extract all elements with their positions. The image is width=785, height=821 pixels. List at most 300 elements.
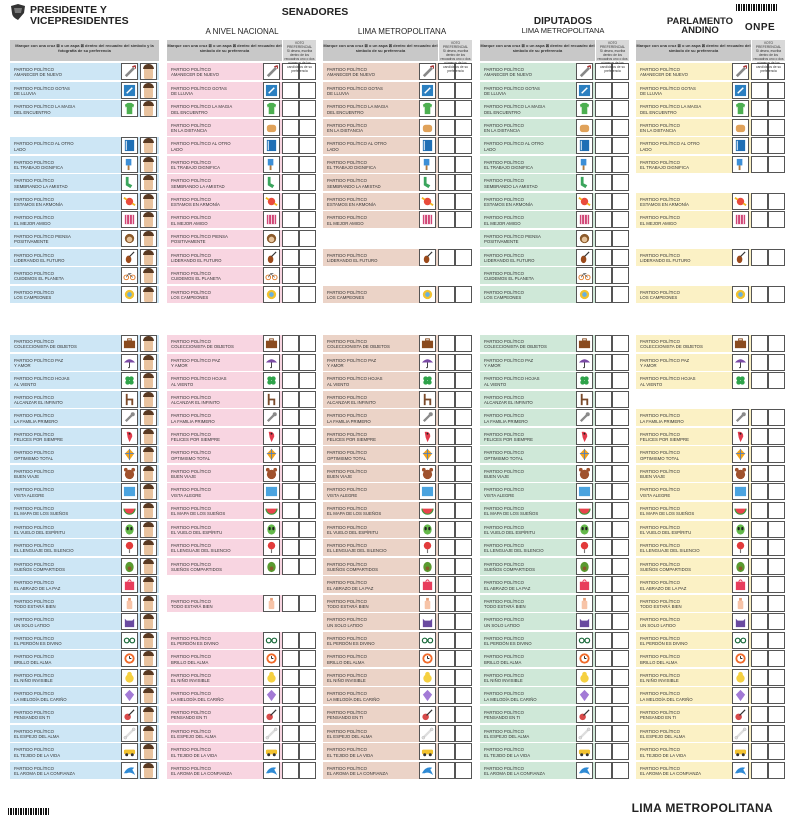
preferential-vote-box[interactable] — [282, 521, 299, 538]
preferential-vote-box[interactable] — [438, 521, 455, 538]
preferential-vote-box[interactable] — [751, 743, 768, 760]
preferential-vote-box[interactable] — [595, 632, 612, 649]
preferential-vote-box[interactable] — [299, 267, 316, 284]
preferential-vote-box[interactable] — [768, 650, 785, 667]
preferential-vote-box[interactable] — [768, 465, 785, 482]
preferential-vote-box[interactable] — [768, 632, 785, 649]
preferential-vote-box[interactable] — [768, 428, 785, 445]
party-symbol-box[interactable] — [121, 576, 138, 593]
preferential-vote-box[interactable] — [455, 558, 472, 575]
candidate-photo[interactable] — [140, 428, 157, 445]
preferential-vote-box[interactable] — [595, 409, 612, 426]
preferential-vote-box[interactable] — [438, 82, 455, 99]
preferential-vote-box[interactable] — [455, 249, 472, 266]
party-symbol-box[interactable] — [732, 539, 749, 556]
party-symbol-box[interactable] — [732, 286, 749, 303]
party-symbol-box[interactable] — [576, 193, 593, 210]
preferential-vote-box[interactable] — [595, 286, 612, 303]
preferential-vote-box[interactable] — [595, 119, 612, 136]
party-symbol-box[interactable] — [263, 595, 280, 612]
party-symbol-box[interactable] — [576, 63, 593, 80]
preferential-vote-box[interactable] — [612, 286, 629, 303]
candidate-photo[interactable] — [140, 595, 157, 612]
party-symbol-box[interactable] — [263, 409, 280, 426]
preferential-vote-box[interactable] — [751, 335, 768, 352]
party-symbol-box[interactable] — [576, 267, 593, 284]
party-symbol-box[interactable] — [576, 669, 593, 686]
preferential-vote-box[interactable] — [751, 286, 768, 303]
party-symbol-box[interactable] — [732, 372, 749, 389]
preferential-vote-box[interactable] — [438, 687, 455, 704]
party-symbol-box[interactable] — [732, 595, 749, 612]
preferential-vote-box[interactable] — [455, 687, 472, 704]
preferential-vote-box[interactable] — [282, 137, 299, 154]
preferential-vote-box[interactable] — [282, 687, 299, 704]
party-symbol-box[interactable] — [732, 446, 749, 463]
preferential-vote-box[interactable] — [455, 725, 472, 742]
party-symbol-box[interactable] — [263, 706, 280, 723]
preferential-vote-box[interactable] — [455, 174, 472, 191]
preferential-vote-box[interactable] — [455, 100, 472, 117]
party-symbol-box[interactable] — [121, 762, 138, 779]
party-symbol-box[interactable] — [121, 706, 138, 723]
preferential-vote-box[interactable] — [768, 483, 785, 500]
party-symbol-box[interactable] — [576, 687, 593, 704]
party-symbol-box[interactable] — [576, 521, 593, 538]
candidate-photo[interactable] — [140, 156, 157, 173]
party-symbol-box[interactable] — [121, 354, 138, 371]
party-symbol-box[interactable] — [732, 725, 749, 742]
candidate-photo[interactable] — [140, 521, 157, 538]
party-symbol-box[interactable] — [263, 483, 280, 500]
party-symbol-box[interactable] — [419, 335, 436, 352]
preferential-vote-box[interactable] — [612, 613, 629, 630]
preferential-vote-box[interactable] — [751, 650, 768, 667]
party-symbol-box[interactable] — [263, 391, 280, 408]
party-symbol-box[interactable] — [576, 335, 593, 352]
party-symbol-box[interactable] — [263, 193, 280, 210]
party-symbol-box[interactable] — [576, 539, 593, 556]
preferential-vote-box[interactable] — [751, 428, 768, 445]
party-symbol-box[interactable] — [121, 267, 138, 284]
party-symbol-box[interactable] — [121, 174, 138, 191]
party-symbol-box[interactable] — [576, 762, 593, 779]
preferential-vote-box[interactable] — [282, 249, 299, 266]
preferential-vote-box[interactable] — [282, 156, 299, 173]
preferential-vote-box[interactable] — [455, 428, 472, 445]
preferential-vote-box[interactable] — [299, 335, 316, 352]
preferential-vote-box[interactable] — [282, 743, 299, 760]
party-symbol-box[interactable] — [121, 428, 138, 445]
candidate-photo[interactable] — [140, 465, 157, 482]
preferential-vote-box[interactable] — [299, 446, 316, 463]
party-symbol-box[interactable] — [732, 409, 749, 426]
preferential-vote-box[interactable] — [751, 521, 768, 538]
preferential-vote-box[interactable] — [299, 391, 316, 408]
preferential-vote-box[interactable] — [595, 762, 612, 779]
preferential-vote-box[interactable] — [612, 211, 629, 228]
preferential-vote-box[interactable] — [299, 706, 316, 723]
preferential-vote-box[interactable] — [455, 521, 472, 538]
preferential-vote-box[interactable] — [595, 230, 612, 247]
candidate-photo[interactable] — [140, 193, 157, 210]
preferential-vote-box[interactable] — [299, 521, 316, 538]
preferential-vote-box[interactable] — [768, 706, 785, 723]
preferential-vote-box[interactable] — [595, 174, 612, 191]
preferential-vote-box[interactable] — [438, 743, 455, 760]
preferential-vote-box[interactable] — [282, 82, 299, 99]
preferential-vote-box[interactable] — [612, 502, 629, 519]
preferential-vote-box[interactable] — [612, 539, 629, 556]
preferential-vote-box[interactable] — [595, 372, 612, 389]
preferential-vote-box[interactable] — [282, 286, 299, 303]
preferential-vote-box[interactable] — [455, 286, 472, 303]
party-symbol-box[interactable] — [732, 119, 749, 136]
candidate-photo[interactable] — [140, 483, 157, 500]
party-symbol-box[interactable] — [576, 354, 593, 371]
party-symbol-box[interactable] — [576, 119, 593, 136]
candidate-photo[interactable] — [140, 391, 157, 408]
party-symbol-box[interactable] — [576, 286, 593, 303]
preferential-vote-box[interactable] — [751, 119, 768, 136]
candidate-photo[interactable] — [140, 669, 157, 686]
party-symbol-box[interactable] — [732, 502, 749, 519]
preferential-vote-box[interactable] — [455, 82, 472, 99]
preferential-vote-box[interactable] — [282, 174, 299, 191]
party-symbol-box[interactable] — [121, 558, 138, 575]
preferential-vote-box[interactable] — [768, 558, 785, 575]
party-symbol-box[interactable] — [419, 119, 436, 136]
preferential-vote-box[interactable] — [299, 119, 316, 136]
party-symbol-box[interactable] — [576, 372, 593, 389]
preferential-vote-box[interactable] — [751, 137, 768, 154]
preferential-vote-box[interactable] — [282, 465, 299, 482]
preferential-vote-box[interactable] — [438, 249, 455, 266]
party-symbol-box[interactable] — [732, 762, 749, 779]
party-symbol-box[interactable] — [576, 650, 593, 667]
preferential-vote-box[interactable] — [282, 650, 299, 667]
preferential-vote-box[interactable] — [612, 82, 629, 99]
preferential-vote-box[interactable] — [455, 669, 472, 686]
party-symbol-box[interactable] — [419, 669, 436, 686]
preferential-vote-box[interactable] — [768, 613, 785, 630]
party-symbol-box[interactable] — [263, 156, 280, 173]
preferential-vote-box[interactable] — [438, 595, 455, 612]
preferential-vote-box[interactable] — [438, 428, 455, 445]
preferential-vote-box[interactable] — [282, 391, 299, 408]
preferential-vote-box[interactable] — [768, 286, 785, 303]
preferential-vote-box[interactable] — [299, 211, 316, 228]
preferential-vote-box[interactable] — [612, 156, 629, 173]
preferential-vote-box[interactable] — [595, 428, 612, 445]
party-symbol-box[interactable] — [732, 100, 749, 117]
preferential-vote-box[interactable] — [282, 409, 299, 426]
candidate-photo[interactable] — [140, 632, 157, 649]
preferential-vote-box[interactable] — [768, 669, 785, 686]
party-symbol-box[interactable] — [121, 63, 138, 80]
preferential-vote-box[interactable] — [751, 465, 768, 482]
preferential-vote-box[interactable] — [299, 762, 316, 779]
preferential-vote-box[interactable] — [455, 483, 472, 500]
candidate-photo[interactable] — [140, 558, 157, 575]
party-symbol-box[interactable] — [121, 446, 138, 463]
preferential-vote-box[interactable] — [455, 156, 472, 173]
party-symbol-box[interactable] — [263, 286, 280, 303]
preferential-vote-box[interactable] — [612, 137, 629, 154]
preferential-vote-box[interactable] — [455, 409, 472, 426]
party-symbol-box[interactable] — [419, 725, 436, 742]
party-symbol-box[interactable] — [263, 762, 280, 779]
preferential-vote-box[interactable] — [282, 595, 299, 612]
preferential-vote-box[interactable] — [768, 82, 785, 99]
party-symbol-box[interactable] — [121, 539, 138, 556]
preferential-vote-box[interactable] — [438, 446, 455, 463]
preferential-vote-box[interactable] — [595, 725, 612, 742]
preferential-vote-box[interactable] — [438, 650, 455, 667]
preferential-vote-box[interactable] — [768, 595, 785, 612]
preferential-vote-box[interactable] — [751, 483, 768, 500]
party-symbol-box[interactable] — [732, 613, 749, 630]
party-symbol-box[interactable] — [121, 100, 138, 117]
candidate-photo[interactable] — [140, 576, 157, 593]
party-symbol-box[interactable] — [263, 743, 280, 760]
party-symbol-box[interactable] — [263, 63, 280, 80]
party-symbol-box[interactable] — [419, 632, 436, 649]
preferential-vote-box[interactable] — [438, 725, 455, 742]
preferential-vote-box[interactable] — [438, 613, 455, 630]
preferential-vote-box[interactable] — [282, 335, 299, 352]
preferential-vote-box[interactable] — [595, 521, 612, 538]
party-symbol-box[interactable] — [576, 428, 593, 445]
preferential-vote-box[interactable] — [751, 372, 768, 389]
preferential-vote-box[interactable] — [299, 502, 316, 519]
preferential-vote-box[interactable] — [595, 446, 612, 463]
party-symbol-box[interactable] — [576, 632, 593, 649]
party-symbol-box[interactable] — [263, 428, 280, 445]
preferential-vote-box[interactable] — [299, 465, 316, 482]
preferential-vote-box[interactable] — [282, 502, 299, 519]
preferential-vote-box[interactable] — [612, 669, 629, 686]
preferential-vote-box[interactable] — [612, 706, 629, 723]
preferential-vote-box[interactable] — [595, 100, 612, 117]
preferential-vote-box[interactable] — [768, 502, 785, 519]
party-symbol-box[interactable] — [419, 286, 436, 303]
party-symbol-box[interactable] — [419, 502, 436, 519]
party-symbol-box[interactable] — [419, 211, 436, 228]
party-symbol-box[interactable] — [732, 335, 749, 352]
candidate-photo[interactable] — [140, 502, 157, 519]
party-symbol-box[interactable] — [121, 286, 138, 303]
preferential-vote-box[interactable] — [595, 687, 612, 704]
preferential-vote-box[interactable] — [595, 465, 612, 482]
party-symbol-box[interactable] — [419, 137, 436, 154]
preferential-vote-box[interactable] — [768, 137, 785, 154]
party-symbol-box[interactable] — [576, 230, 593, 247]
party-symbol-box[interactable] — [263, 174, 280, 191]
preferential-vote-box[interactable] — [282, 539, 299, 556]
party-symbol-box[interactable] — [263, 267, 280, 284]
party-symbol-box[interactable] — [121, 669, 138, 686]
preferential-vote-box[interactable] — [595, 354, 612, 371]
preferential-vote-box[interactable] — [438, 211, 455, 228]
preferential-vote-box[interactable] — [438, 502, 455, 519]
party-symbol-box[interactable] — [263, 335, 280, 352]
party-symbol-box[interactable] — [121, 249, 138, 266]
party-symbol-box[interactable] — [121, 521, 138, 538]
party-symbol-box[interactable] — [121, 372, 138, 389]
party-symbol-box[interactable] — [263, 502, 280, 519]
preferential-vote-box[interactable] — [455, 613, 472, 630]
preferential-vote-box[interactable] — [612, 249, 629, 266]
preferential-vote-box[interactable] — [299, 743, 316, 760]
preferential-vote-box[interactable] — [612, 465, 629, 482]
party-symbol-box[interactable] — [576, 595, 593, 612]
party-symbol-box[interactable] — [732, 558, 749, 575]
candidate-photo[interactable] — [140, 249, 157, 266]
candidate-photo[interactable] — [140, 762, 157, 779]
preferential-vote-box[interactable] — [282, 706, 299, 723]
party-symbol-box[interactable] — [576, 137, 593, 154]
party-symbol-box[interactable] — [576, 706, 593, 723]
preferential-vote-box[interactable] — [751, 595, 768, 612]
preferential-vote-box[interactable] — [438, 354, 455, 371]
party-symbol-box[interactable] — [121, 595, 138, 612]
preferential-vote-box[interactable] — [455, 137, 472, 154]
preferential-vote-box[interactable] — [282, 119, 299, 136]
party-symbol-box[interactable] — [121, 632, 138, 649]
preferential-vote-box[interactable] — [282, 558, 299, 575]
preferential-vote-box[interactable] — [612, 354, 629, 371]
preferential-vote-box[interactable] — [595, 211, 612, 228]
preferential-vote-box[interactable] — [282, 483, 299, 500]
party-symbol-box[interactable] — [419, 687, 436, 704]
candidate-photo[interactable] — [140, 174, 157, 191]
preferential-vote-box[interactable] — [595, 193, 612, 210]
preferential-vote-box[interactable] — [768, 576, 785, 593]
preferential-vote-box[interactable] — [612, 725, 629, 742]
party-symbol-box[interactable] — [732, 354, 749, 371]
party-symbol-box[interactable] — [419, 595, 436, 612]
preferential-vote-box[interactable] — [612, 428, 629, 445]
preferential-vote-box[interactable] — [751, 687, 768, 704]
party-symbol-box[interactable] — [263, 372, 280, 389]
preferential-vote-box[interactable] — [282, 267, 299, 284]
party-symbol-box[interactable] — [576, 465, 593, 482]
party-symbol-box[interactable] — [121, 613, 138, 630]
preferential-vote-box[interactable] — [612, 558, 629, 575]
preferential-vote-box[interactable] — [438, 669, 455, 686]
preferential-vote-box[interactable] — [612, 762, 629, 779]
party-symbol-box[interactable] — [732, 249, 749, 266]
preferential-vote-box[interactable] — [612, 100, 629, 117]
party-symbol-box[interactable] — [263, 725, 280, 742]
preferential-vote-box[interactable] — [282, 372, 299, 389]
preferential-vote-box[interactable] — [595, 613, 612, 630]
party-symbol-box[interactable] — [419, 576, 436, 593]
party-symbol-box[interactable] — [419, 428, 436, 445]
preferential-vote-box[interactable] — [751, 446, 768, 463]
preferential-vote-box[interactable] — [768, 446, 785, 463]
candidate-photo[interactable] — [140, 743, 157, 760]
preferential-vote-box[interactable] — [438, 409, 455, 426]
preferential-vote-box[interactable] — [455, 372, 472, 389]
party-symbol-box[interactable] — [732, 483, 749, 500]
preferential-vote-box[interactable] — [282, 193, 299, 210]
preferential-vote-box[interactable] — [768, 354, 785, 371]
preferential-vote-box[interactable] — [299, 632, 316, 649]
preferential-vote-box[interactable] — [595, 156, 612, 173]
party-symbol-box[interactable] — [419, 372, 436, 389]
preferential-vote-box[interactable] — [282, 725, 299, 742]
party-symbol-box[interactable] — [121, 335, 138, 352]
party-symbol-box[interactable] — [576, 502, 593, 519]
preferential-vote-box[interactable] — [438, 335, 455, 352]
preferential-vote-box[interactable] — [299, 230, 316, 247]
candidate-photo[interactable] — [140, 613, 157, 630]
preferential-vote-box[interactable] — [751, 669, 768, 686]
preferential-vote-box[interactable] — [299, 409, 316, 426]
party-symbol-box[interactable] — [263, 465, 280, 482]
candidate-photo[interactable] — [140, 725, 157, 742]
preferential-vote-box[interactable] — [595, 483, 612, 500]
preferential-vote-box[interactable] — [455, 391, 472, 408]
preferential-vote-box[interactable] — [768, 156, 785, 173]
preferential-vote-box[interactable] — [751, 100, 768, 117]
preferential-vote-box[interactable] — [751, 632, 768, 649]
preferential-vote-box[interactable] — [282, 354, 299, 371]
preferential-vote-box[interactable] — [612, 119, 629, 136]
preferential-vote-box[interactable] — [455, 706, 472, 723]
preferential-vote-box[interactable] — [595, 82, 612, 99]
preferential-vote-box[interactable] — [438, 286, 455, 303]
party-symbol-box[interactable] — [121, 193, 138, 210]
party-symbol-box[interactable] — [732, 687, 749, 704]
candidate-photo[interactable] — [140, 354, 157, 371]
party-symbol-box[interactable] — [419, 63, 436, 80]
preferential-vote-box[interactable] — [612, 483, 629, 500]
preferential-vote-box[interactable] — [299, 428, 316, 445]
candidate-photo[interactable] — [140, 335, 157, 352]
party-symbol-box[interactable] — [419, 193, 436, 210]
preferential-vote-box[interactable] — [768, 193, 785, 210]
party-symbol-box[interactable] — [576, 156, 593, 173]
preferential-vote-box[interactable] — [751, 409, 768, 426]
party-symbol-box[interactable] — [732, 137, 749, 154]
party-symbol-box[interactable] — [419, 743, 436, 760]
preferential-vote-box[interactable] — [438, 483, 455, 500]
preferential-vote-box[interactable] — [438, 391, 455, 408]
preferential-vote-box[interactable] — [299, 82, 316, 99]
preferential-vote-box[interactable] — [751, 762, 768, 779]
preferential-vote-box[interactable] — [299, 354, 316, 371]
preferential-vote-box[interactable] — [595, 576, 612, 593]
party-symbol-box[interactable] — [121, 465, 138, 482]
preferential-vote-box[interactable] — [282, 100, 299, 117]
preferential-vote-box[interactable] — [299, 650, 316, 667]
party-symbol-box[interactable] — [263, 100, 280, 117]
party-symbol-box[interactable] — [732, 669, 749, 686]
preferential-vote-box[interactable] — [612, 521, 629, 538]
preferential-vote-box[interactable] — [299, 558, 316, 575]
party-symbol-box[interactable] — [576, 211, 593, 228]
party-symbol-box[interactable] — [732, 156, 749, 173]
preferential-vote-box[interactable] — [612, 446, 629, 463]
candidate-photo[interactable] — [140, 687, 157, 704]
preferential-vote-box[interactable] — [768, 335, 785, 352]
preferential-vote-box[interactable] — [768, 372, 785, 389]
preferential-vote-box[interactable] — [751, 156, 768, 173]
preferential-vote-box[interactable] — [438, 193, 455, 210]
